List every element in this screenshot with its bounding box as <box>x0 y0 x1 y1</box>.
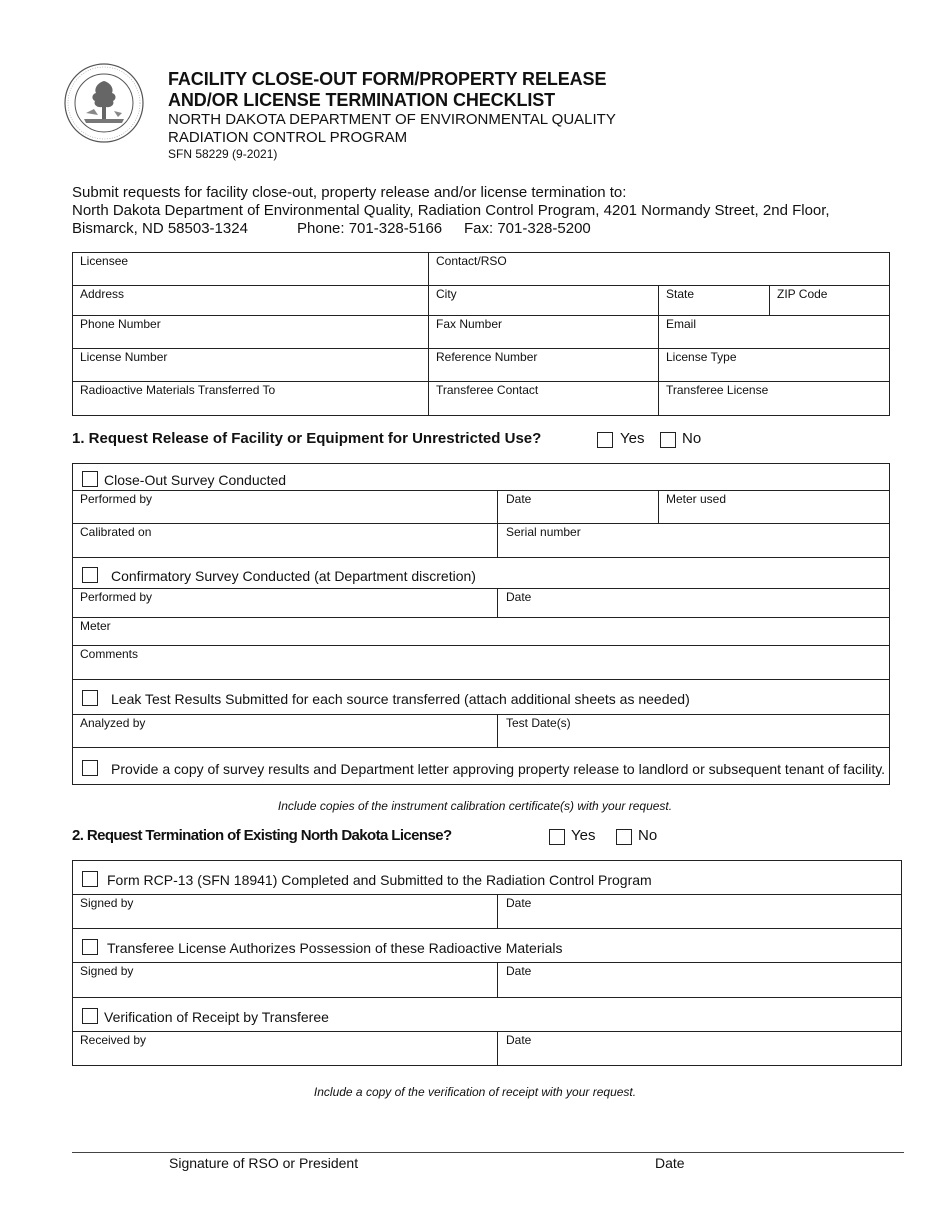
calibration-note: Include copies of the instrument calibration certificate(s) with your request. <box>277 799 673 813</box>
signature-label: Signature of RSO or President <box>169 1155 359 1171</box>
serial-number-field[interactable]: Serial number <box>506 525 581 539</box>
phone-number-field[interactable]: Phone Number <box>80 317 161 331</box>
section1-question: 1. Request Release of Facility or Equipment for Unrestricted Use? <box>72 430 542 447</box>
calibrated-on-field[interactable]: Calibrated on <box>80 525 152 539</box>
transferee-contact-field[interactable]: Transferee Contact <box>436 383 539 397</box>
materials-transferred-field[interactable]: Radioactive Materials Transferred To <box>80 383 276 397</box>
license-type-field[interactable]: License Type <box>666 350 737 364</box>
verification-label: Verification of Receipt by Transferee <box>104 1009 329 1025</box>
form-title-line1: FACILITY CLOSE-OUT FORM/PROPERTY RELEASE <box>168 69 607 89</box>
section2-no-label: No <box>638 827 658 844</box>
confirmatory-date-field[interactable]: Date <box>506 590 532 604</box>
transferee-authorizes-label: Transferee License Authorizes Possession of these Radioactive Materials <box>107 940 563 956</box>
closeout-survey-label: Close-Out Survey Conducted <box>104 472 287 488</box>
leak-test-label: Leak Test Results Submitted for each source transferred (attach additional sheets as needed) <box>111 691 690 707</box>
license-number-field[interactable]: License Number <box>80 350 168 364</box>
email-field[interactable]: Email <box>666 317 697 331</box>
provide-copy-label: Provide a copy of survey results and Department letter approving property release to landlord or subsequent tenant of facility. <box>111 761 886 777</box>
fax-number: Fax: 701-328-5200 <box>464 220 591 237</box>
program-name: RADIATION CONTROL PROGRAM <box>168 129 408 146</box>
reference-number-field[interactable]: Reference Number <box>436 350 538 364</box>
meter-used-field[interactable]: Meter used <box>666 492 727 506</box>
section1-table <box>72 463 890 785</box>
transferee-signed-by-field[interactable]: Signed by <box>80 964 134 978</box>
state-field[interactable]: State <box>666 287 695 301</box>
meter-field[interactable]: Meter <box>80 619 111 633</box>
confirmatory-performed-by-field[interactable]: Performed by <box>80 590 153 604</box>
section1-no-checkbox[interactable] <box>660 432 676 448</box>
state-seal-icon <box>64 63 144 143</box>
address-field[interactable]: Address <box>80 287 125 301</box>
provide-copy-checkbox[interactable] <box>82 760 98 776</box>
performed-by-field[interactable]: Performed by <box>80 492 153 506</box>
section1-no-label: No <box>682 430 702 447</box>
form-number: SFN 58229 (9-2021) <box>168 147 278 161</box>
address-city: Bismarck, ND 58503-1324 <box>72 220 248 237</box>
receipt-date-field[interactable]: Date <box>506 1033 532 1047</box>
verification-note: Include a copy of the verification of receipt with your request. <box>313 1085 637 1099</box>
department-name: NORTH DAKOTA DEPARTMENT OF ENVIRONMENTAL QUALITY <box>168 111 616 128</box>
form-rcp13-checkbox[interactable] <box>82 871 98 887</box>
received-by-field[interactable]: Received by <box>80 1033 147 1047</box>
section2-table <box>72 860 902 1066</box>
comments-field[interactable]: Comments <box>80 647 139 661</box>
section2-no-checkbox[interactable] <box>616 829 632 845</box>
survey-date-field[interactable]: Date <box>506 492 532 506</box>
address-line: North Dakota Department of Environmental Quality, Radiation Control Program, 4201 Normandy Street, 2nd Floor, <box>72 202 830 219</box>
licensee-field[interactable]: Licensee <box>80 254 129 268</box>
analyzed-by-field[interactable]: Analyzed by <box>80 716 146 730</box>
transferee-license-field[interactable]: Transferee License <box>666 383 769 397</box>
section1-yes-label: Yes <box>620 430 645 447</box>
zip-code-field[interactable]: ZIP Code <box>777 287 828 301</box>
confirmatory-survey-checkbox[interactable] <box>82 567 98 583</box>
signature-date-label: Date <box>655 1155 685 1171</box>
rcp13-signed-by-field[interactable]: Signed by <box>80 896 134 910</box>
submit-instructions: Submit requests for facility close-out, property release and/or license termination to: <box>72 184 627 201</box>
signature-line[interactable] <box>72 1152 904 1153</box>
rcp13-date-field[interactable]: Date <box>506 896 532 910</box>
section1-yes-checkbox[interactable] <box>597 432 613 448</box>
phone-number: Phone: 701-328-5166 <box>297 220 443 237</box>
verification-checkbox[interactable] <box>82 1008 98 1024</box>
transferee-date-field[interactable]: Date <box>506 964 532 978</box>
contact-rso-field[interactable]: Contact/RSO <box>436 254 507 268</box>
section2-question: 2. Request Termination of Existing North Dakota License? <box>72 827 452 844</box>
section2-yes-label: Yes <box>571 827 596 844</box>
mailing-address <box>72 202 892 220</box>
test-dates-field[interactable]: Test Date(s) <box>506 716 571 730</box>
confirmatory-survey-label: Confirmatory Survey Conducted (at Department discretion) <box>111 568 476 584</box>
fax-number-field[interactable]: Fax Number <box>436 317 503 331</box>
transferee-authorizes-checkbox[interactable] <box>82 939 98 955</box>
section2-yes-checkbox[interactable] <box>549 829 565 845</box>
closeout-survey-checkbox[interactable] <box>82 471 98 487</box>
form-rcp13-label: Form RCP-13 (SFN 18941) Completed and Submitted to the Radiation Control Program <box>107 872 652 888</box>
leak-test-checkbox[interactable] <box>82 690 98 706</box>
form-title-line2: AND/OR LICENSE TERMINATION CHECKLIST <box>168 90 556 110</box>
city-field[interactable]: City <box>436 287 457 301</box>
